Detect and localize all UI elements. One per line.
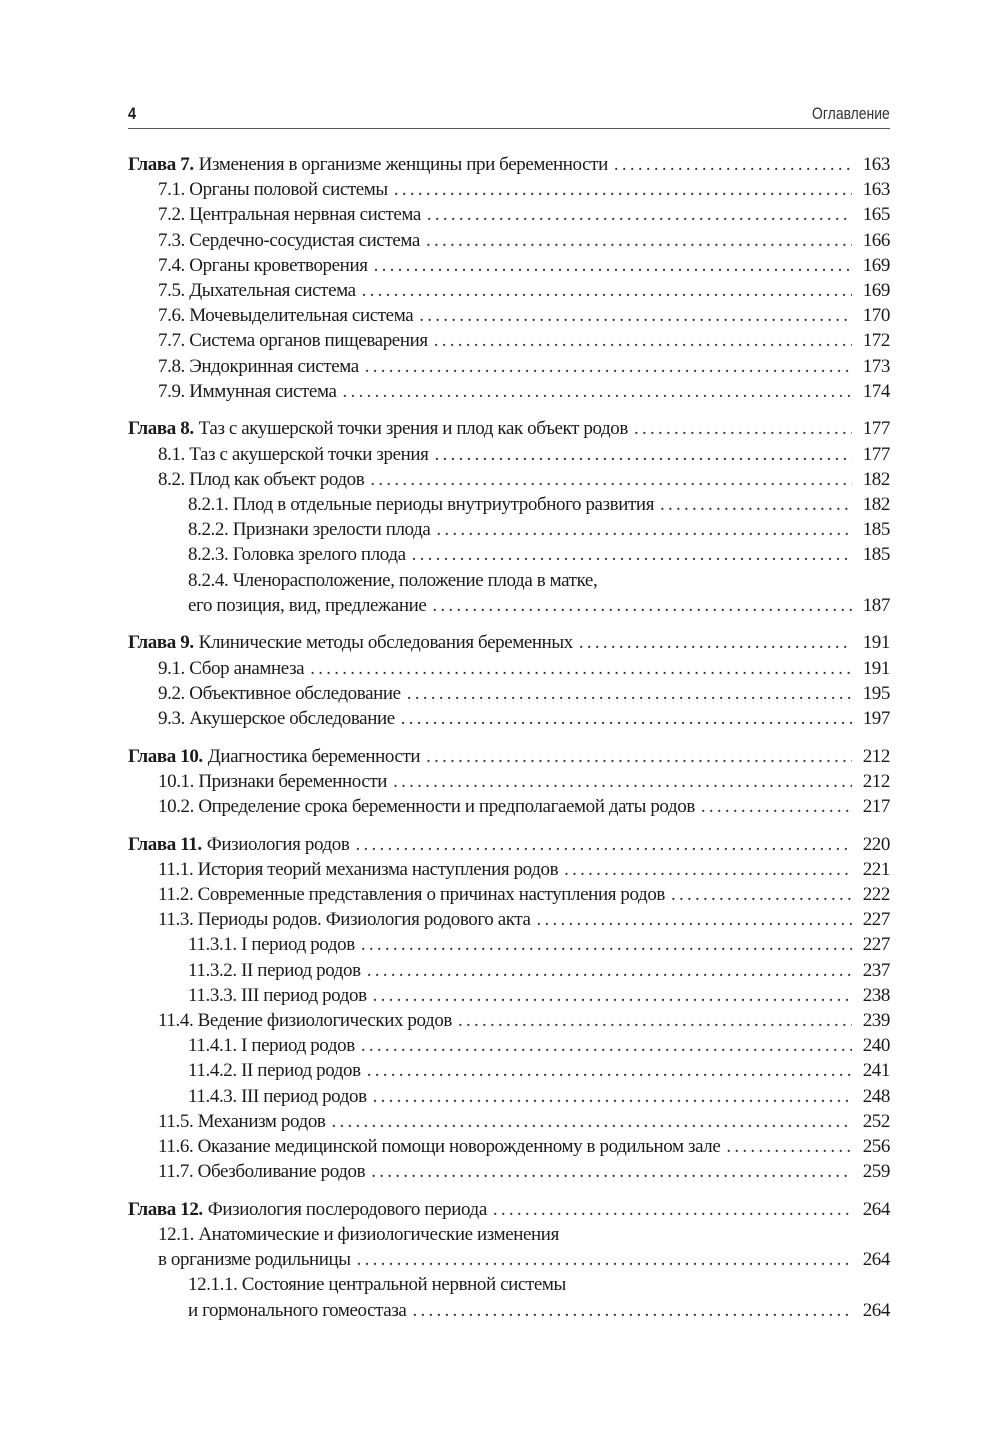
dot-leader [361, 1033, 852, 1058]
toc-entry-chapter[interactable] [128, 832, 890, 857]
dot-leader [370, 467, 852, 492]
page-ref: 182 [862, 468, 890, 490]
entry-title: 11.2. Современные представления о причинах наступления родов [158, 884, 665, 906]
entry-title: 8.2.3. Головка зрелого плода [188, 544, 406, 566]
dot-leader [614, 152, 852, 177]
dot-leader [407, 681, 852, 706]
entry-title: 8.2.4. Членорасположение, положение плода в матке, [188, 569, 598, 591]
dot-leader [373, 983, 852, 1008]
entry-title: 11.3.1. I период родов [188, 934, 355, 956]
chapter-title: Диагностика беременности [207, 745, 421, 767]
entry-title: 11.1. История теорий механизма наступления родов [158, 858, 559, 880]
toc-entry[interactable] [128, 1058, 890, 1083]
page-ref: 173 [862, 355, 890, 377]
entry-title: 11.5. Механизм родов [158, 1110, 326, 1132]
chapter-section [128, 416, 890, 618]
toc-entry-chapter[interactable] [128, 152, 890, 177]
entry-title: 8.2.1. Плод в отдельные периоды внутриутробного развития [188, 493, 655, 515]
page-ref: 222 [862, 884, 890, 906]
entry-title: 10.2. Определение срока беременности и предполагаемой даты родов [158, 796, 695, 817]
chapter-label: Глава 8. [128, 418, 194, 440]
page-ref: 170 [862, 305, 890, 327]
dot-leader [367, 1058, 852, 1083]
dot-leader [332, 1109, 853, 1134]
entry-title: 12.1. Анатомические и физиологические изменения [158, 1224, 559, 1245]
chapter-label: Глава 12. [128, 1198, 203, 1220]
toc-entry[interactable] [128, 328, 890, 353]
dot-leader [355, 832, 852, 857]
page-ref: 185 [862, 544, 890, 566]
toc-entry[interactable] [128, 907, 890, 932]
dot-leader [579, 630, 852, 655]
dot-leader [660, 492, 852, 517]
page-ref: 264 [862, 1299, 890, 1321]
page-ref: 264 [862, 1198, 890, 1220]
entry-title: 11.3.2. II период родов [188, 959, 361, 981]
page-ref: 264 [862, 1249, 890, 1271]
toc-entry[interactable] [128, 1109, 890, 1134]
page-ref: 177 [862, 418, 890, 440]
entry-title: 7.7. Система органов пищеварения [158, 330, 428, 352]
entry-title: 9.2. Объективное обследование [158, 682, 401, 704]
dot-leader [726, 1134, 852, 1159]
page-ref: 177 [862, 443, 890, 465]
chapter-section [128, 832, 890, 1185]
toc-entry[interactable] [128, 1134, 890, 1159]
page-ref: 185 [862, 519, 890, 541]
toc-entry[interactable] [128, 278, 890, 303]
toc-entry[interactable] [128, 882, 890, 907]
dot-leader [373, 1084, 852, 1109]
dot-leader [374, 253, 852, 278]
dot-leader [362, 278, 852, 303]
entry-title: 10.1. Признаки беременности [158, 770, 388, 792]
entry-title: 7.8. Эндокринная система [158, 355, 359, 377]
toc-entry-chapter[interactable] [128, 630, 890, 655]
page-ref: 212 [862, 770, 890, 792]
toc-entry[interactable] [128, 1008, 890, 1033]
page-ref: 169 [862, 254, 890, 276]
page-ref: 238 [862, 984, 890, 1006]
entry-title: 7.3. Сердечно-сосудистая система [158, 229, 420, 251]
page-ref: 221 [862, 858, 890, 880]
dot-leader [310, 656, 852, 681]
toc-entry[interactable] [128, 794, 890, 819]
page-ref: 212 [862, 745, 890, 767]
entry-title: 7.1. Органы половой системы [158, 179, 388, 201]
dot-leader [357, 1247, 852, 1272]
page-ref: 217 [862, 796, 890, 817]
toc-entry[interactable] [128, 379, 890, 404]
toc-entry[interactable] [128, 202, 890, 227]
page-ref: 259 [862, 1161, 890, 1183]
entry-title: 11.4.2. II период родов [188, 1060, 361, 1082]
dot-leader [394, 177, 852, 202]
page-ref: 248 [862, 1085, 890, 1107]
dot-leader [426, 744, 852, 769]
entry-title: 7.6. Мочевыделительная система [158, 305, 414, 327]
toc-entry[interactable] [128, 681, 890, 706]
toc-entry[interactable] [128, 228, 890, 253]
page-ref: 241 [862, 1060, 890, 1082]
dot-leader [537, 907, 852, 932]
dot-leader [434, 328, 852, 353]
running-header [128, 104, 890, 129]
page-ref: 227 [862, 909, 890, 931]
dot-leader [426, 228, 852, 253]
page-ref: 191 [862, 632, 890, 654]
table-of-contents [128, 152, 890, 1335]
chapter-section [128, 152, 890, 404]
dot-leader [419, 303, 852, 328]
dot-leader [427, 202, 852, 227]
toc-entry[interactable] [128, 983, 890, 1008]
page-ref: 174 [862, 380, 890, 402]
page-ref: 195 [862, 682, 890, 704]
toc-entry[interactable] [128, 492, 890, 517]
entry-title: 7.9. Иммунная система [158, 380, 337, 402]
page-ref: 172 [862, 330, 890, 352]
entry-title: 7.2. Центральная нервная система [158, 204, 421, 226]
toc-entry-chapter[interactable] [128, 744, 890, 769]
toc-entry[interactable] [128, 706, 890, 731]
toc-entry[interactable] [128, 467, 890, 492]
entry-title: 11.7. Обезболивание родов [158, 1161, 366, 1183]
dot-leader [361, 932, 852, 957]
dot-leader [435, 442, 852, 467]
entry-title: и гормонального гомеостаза [188, 1299, 407, 1321]
toc-entry-chapter[interactable] [128, 416, 890, 441]
chapter-label: Глава 11. [128, 833, 202, 855]
toc-entry[interactable] [128, 354, 890, 379]
entry-title: 11.4.3. III период родов [188, 1085, 367, 1107]
dot-leader [432, 593, 852, 618]
toc-entry[interactable] [128, 1247, 890, 1272]
entry-title: 11.4. Ведение физиологических родов [158, 1010, 452, 1031]
toc-entry[interactable] [128, 857, 890, 882]
page-ref: 227 [862, 934, 890, 956]
dot-leader [701, 794, 852, 819]
toc-entry[interactable] [128, 177, 890, 202]
toc-entry[interactable] [128, 442, 890, 467]
toc-entry[interactable] [128, 1222, 890, 1247]
entry-title: его позиция, вид, предлежание [188, 594, 427, 616]
running-title: Оглавление [812, 104, 890, 123]
entry-title: 8.2. Плод как объект родов [158, 468, 365, 490]
page-ref: 163 [862, 154, 890, 175]
chapter-section [128, 1197, 890, 1323]
toc-entry[interactable] [128, 517, 890, 542]
dot-leader [365, 354, 852, 379]
dot-leader [393, 769, 852, 794]
chapter-section [128, 744, 890, 820]
entry-title: 7.4. Органы кроветворения [158, 254, 368, 276]
page-ref: 166 [862, 229, 890, 251]
page-ref: 256 [862, 1135, 890, 1157]
toc-entry[interactable] [128, 1298, 890, 1323]
page-ref: 237 [862, 959, 890, 981]
entry-title: 11.4.1. I период родов [188, 1035, 355, 1057]
chapter-title: Клинические методы обследования беременных [198, 632, 573, 654]
dot-leader [436, 517, 852, 542]
toc-entry[interactable] [128, 958, 890, 983]
toc-entry[interactable] [128, 1084, 890, 1109]
entry-title: 7.5. Дыхательная система [158, 279, 356, 301]
toc-entry[interactable] [128, 1272, 890, 1297]
entry-title: 9.3. Акушерское обследование [158, 707, 395, 729]
entry-title: 11.6. Оказание медицинской помощи новорожденному в родильном зале [158, 1135, 721, 1157]
chapter-label: Глава 10. [128, 745, 203, 767]
toc-entry[interactable] [128, 593, 890, 618]
page-ref: 191 [862, 657, 890, 679]
toc-entry[interactable] [128, 253, 890, 278]
dot-leader [493, 1197, 852, 1222]
dot-leader [458, 1008, 852, 1033]
chapter-label: Глава 7. [128, 154, 194, 175]
toc-entry[interactable] [128, 656, 890, 681]
entry-title: 12.1.1. Состояние центральной нервной системы [188, 1274, 566, 1296]
dot-leader [401, 706, 852, 731]
page-ref: 169 [862, 279, 890, 301]
chapter-label: Глава 9. [128, 632, 194, 654]
entry-title: 11.3.3. III период родов [188, 984, 367, 1006]
dot-leader [634, 416, 852, 441]
toc-entry-chapter[interactable] [128, 1197, 890, 1222]
dot-leader [342, 379, 852, 404]
entry-title: 8.2.2. Признаки зрелости плода [188, 519, 431, 541]
chapter-title: Таз с акушерской точки зрения и плод как объект родов [198, 418, 628, 440]
dot-leader [367, 958, 852, 983]
page-ref: 197 [862, 707, 890, 729]
page-number: 4 [128, 104, 137, 123]
chapter-title: Изменения в организме женщины при беременности [198, 154, 608, 175]
entry-title: в организме родильницы [158, 1249, 351, 1271]
dot-leader [564, 857, 852, 882]
dot-leader [412, 542, 852, 567]
dot-leader [412, 1298, 852, 1323]
chapter-section [128, 630, 890, 731]
toc-entry[interactable] [128, 932, 890, 957]
entry-title: 11.3. Периоды родов. Физиология родового акта [158, 909, 531, 931]
toc-entry[interactable] [128, 1159, 890, 1184]
toc-entry[interactable] [128, 303, 890, 328]
toc-entry[interactable] [128, 542, 890, 567]
toc-entry[interactable] [128, 1033, 890, 1058]
entry-title: 8.1. Таз с акушерской точки зрения [158, 443, 429, 465]
page-ref: 182 [862, 493, 890, 515]
toc-entry[interactable] [128, 769, 890, 794]
page-ref: 165 [862, 204, 890, 226]
page-ref: 163 [862, 179, 890, 201]
chapter-title: Физиология послеродового периода [207, 1198, 487, 1220]
page-ref: 252 [862, 1110, 890, 1132]
page-ref: 220 [862, 833, 890, 855]
toc-entry[interactable] [128, 568, 890, 593]
page-ref: 239 [862, 1010, 890, 1031]
page-ref: 187 [862, 594, 890, 616]
dot-leader [671, 882, 852, 907]
page-ref: 240 [862, 1035, 890, 1057]
chapter-title: Физиология родов [206, 833, 350, 855]
dot-leader [371, 1159, 852, 1184]
entry-title: 9.1. Сбор анамнеза [158, 657, 305, 679]
